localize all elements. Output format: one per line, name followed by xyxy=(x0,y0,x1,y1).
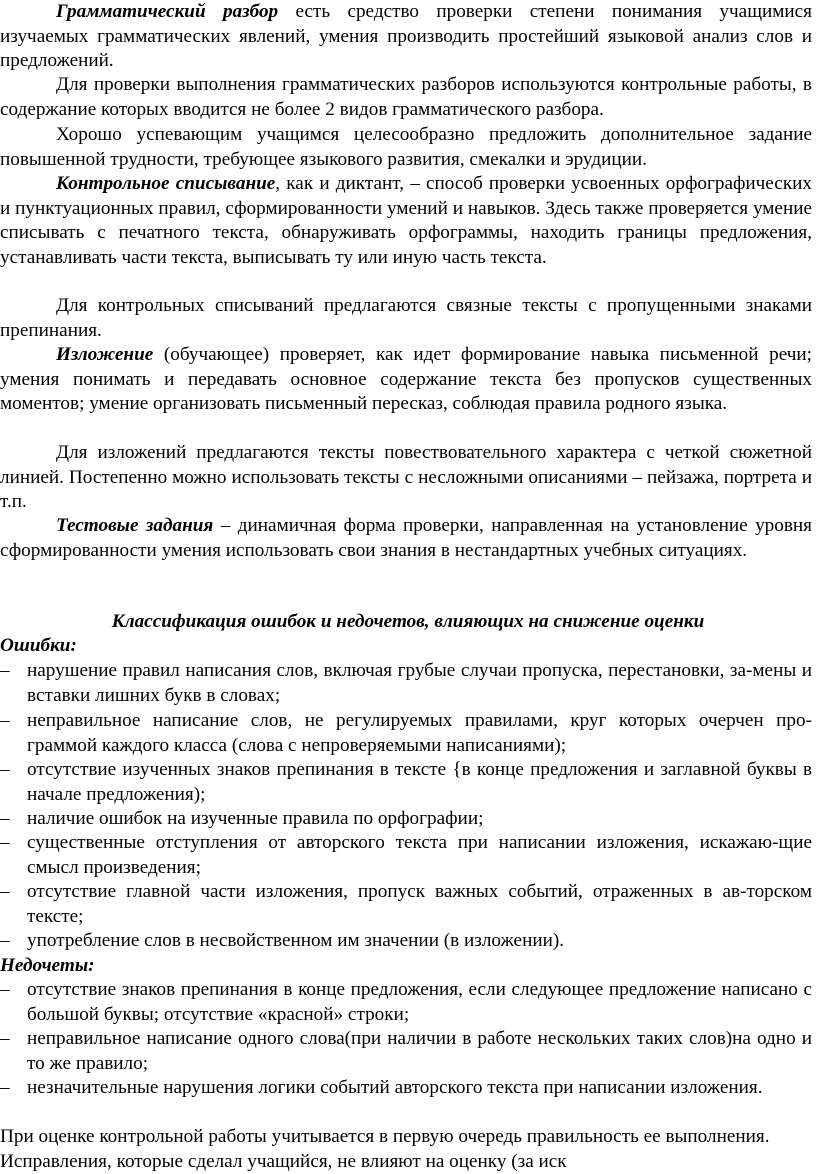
list-dash: – xyxy=(0,710,10,731)
paragraph-text: есть средство проверки степени понимания учащимися изучаемых грамматических явлений, умения производить простейший языковой анализ слов и предложений. xyxy=(0,1,812,72)
paragraph-summary xyxy=(0,343,812,417)
paragraph-text: Для проверки выполнения грамматических разборов используются контрольные работы, в содержание которых вводится не более 2 видов грамматического разбора. xyxy=(0,74,812,120)
closing-paragraph: При оценке контрольной работы учитывается в первую очередь правильность ее выполнения. Исправления, которые сделал учащийся, не влияют на оценку (за иск xyxy=(0,1126,770,1172)
list-item xyxy=(0,807,812,832)
errors-title: Ошибки: xyxy=(0,635,77,656)
paragraph-text: , как и диктант, – способ проверки усвоенных орфографических и пунктуационных правил, сформированности умений и навыков. Здесь также проверяется умение списывать с печатного текста, обнаруживать орфограммы, находить границы предложения, устанавливать части текста, выписывать ту или иную часть текста. xyxy=(0,173,813,268)
list-dash: – xyxy=(0,832,10,853)
list-dash: – xyxy=(0,759,10,780)
list-item-text: существенные отступления от авторского текста при написании изложения, искажаю-щие смысл произведения; xyxy=(27,832,812,878)
paragraph-text: (обучающее) проверяет, как идет формирование навыка письменной речи; умения понимать и передавать основное содержание текста без пропусков существенных моментов; умение организовать письменный пересказ, соблюдая правила родного языка. xyxy=(0,344,812,415)
paragraph-summary-texts xyxy=(0,441,812,515)
paragraph-test-tasks xyxy=(0,514,812,563)
list-dash: – xyxy=(0,660,10,681)
paragraph-additional-task xyxy=(0,123,812,172)
paragraph-grammar-analysis xyxy=(0,0,812,74)
paragraph-copying-texts xyxy=(0,294,812,343)
term-summary: Изложение xyxy=(56,344,154,365)
list-dash: – xyxy=(0,808,10,829)
list-dash: – xyxy=(0,1077,10,1098)
paragraph-text: Хорошо успевающим учащимся целесообразно предложить дополнительное задание повышенной трудности, требующее языкового развития, смекалки и эрудиции. xyxy=(0,124,812,170)
list-item xyxy=(0,978,812,1027)
shortcomings-title: Недочеты: xyxy=(0,955,95,976)
paragraph-text: Для контрольных списываний предлагаются связные тексты с пропущенными знаками препинания. xyxy=(0,295,812,341)
list-item-text: неправильное написание одного слова(при наличии в работе нескольких таких слов)на одно и то же правило; xyxy=(27,1028,812,1074)
list-item xyxy=(0,659,812,708)
list-dash: – xyxy=(0,1028,10,1049)
list-item-text: отсутствие главной части изложения, пропуск важных событий, отраженных в ав-торском тексте; xyxy=(27,881,812,927)
term-control-copying: Контрольное списывание xyxy=(56,173,276,194)
paragraph-text: Для изложений предлагаются тексты повествовательного характера с четкой сюжетной линией. Постепенно можно использовать тексты с несложными описаниями – пейзажа, портрета и т.п. xyxy=(0,442,812,513)
list-dash: – xyxy=(0,930,10,951)
list-item-text: отсутствие знаков препинания в конце предложения, если следующее предложение написано с большой буквы; отсутствие «красной» строки; xyxy=(27,979,812,1025)
term-grammar-analysis: Грамматический разбор xyxy=(56,1,279,22)
list-item-text: незначительные нарушения логики событий авторского текста при написании изложения. xyxy=(27,1077,763,1098)
term-test-tasks: Тестовые задания xyxy=(56,515,214,536)
list-item xyxy=(0,831,812,880)
list-item xyxy=(0,929,812,954)
list-item-text: неправильное написание слов, не регулируемых правилами, круг которых очерчен про-граммой каждого класса (слова с непроверяемыми написаниями); xyxy=(27,710,812,756)
list-item xyxy=(0,880,812,929)
list-item xyxy=(0,1076,812,1101)
paragraph-control-copying xyxy=(0,172,812,270)
list-item xyxy=(0,758,812,807)
paragraph-text: – динамичная форма проверки, направленная на установление уровня сформированности умения использовать свои знания в нестандартных учебных ситуациях. xyxy=(0,515,813,561)
list-item-text: нарушение правил написания слов, включая грубые случаи пропуска, перестановки, за-мены и вставки лишних букв в словах; xyxy=(27,660,812,706)
list-dash: – xyxy=(0,979,10,1000)
list-item-text: отсутствие изученных знаков препинания в тексте {в конце предложения и заглавной буквы в начале предложения); xyxy=(27,759,812,805)
list-item-text: употребление слов в несвойственном им значении (в изложении). xyxy=(27,930,565,951)
list-dash: – xyxy=(0,881,10,902)
paragraph-control-works xyxy=(0,73,812,122)
section-heading: Классификация ошибок и недочетов, влияющих на снижение оценки xyxy=(111,611,705,632)
list-item-text: наличие ошибок на изученные правила по орфографии; xyxy=(27,808,484,829)
list-item xyxy=(0,1027,812,1076)
list-item xyxy=(0,709,812,758)
